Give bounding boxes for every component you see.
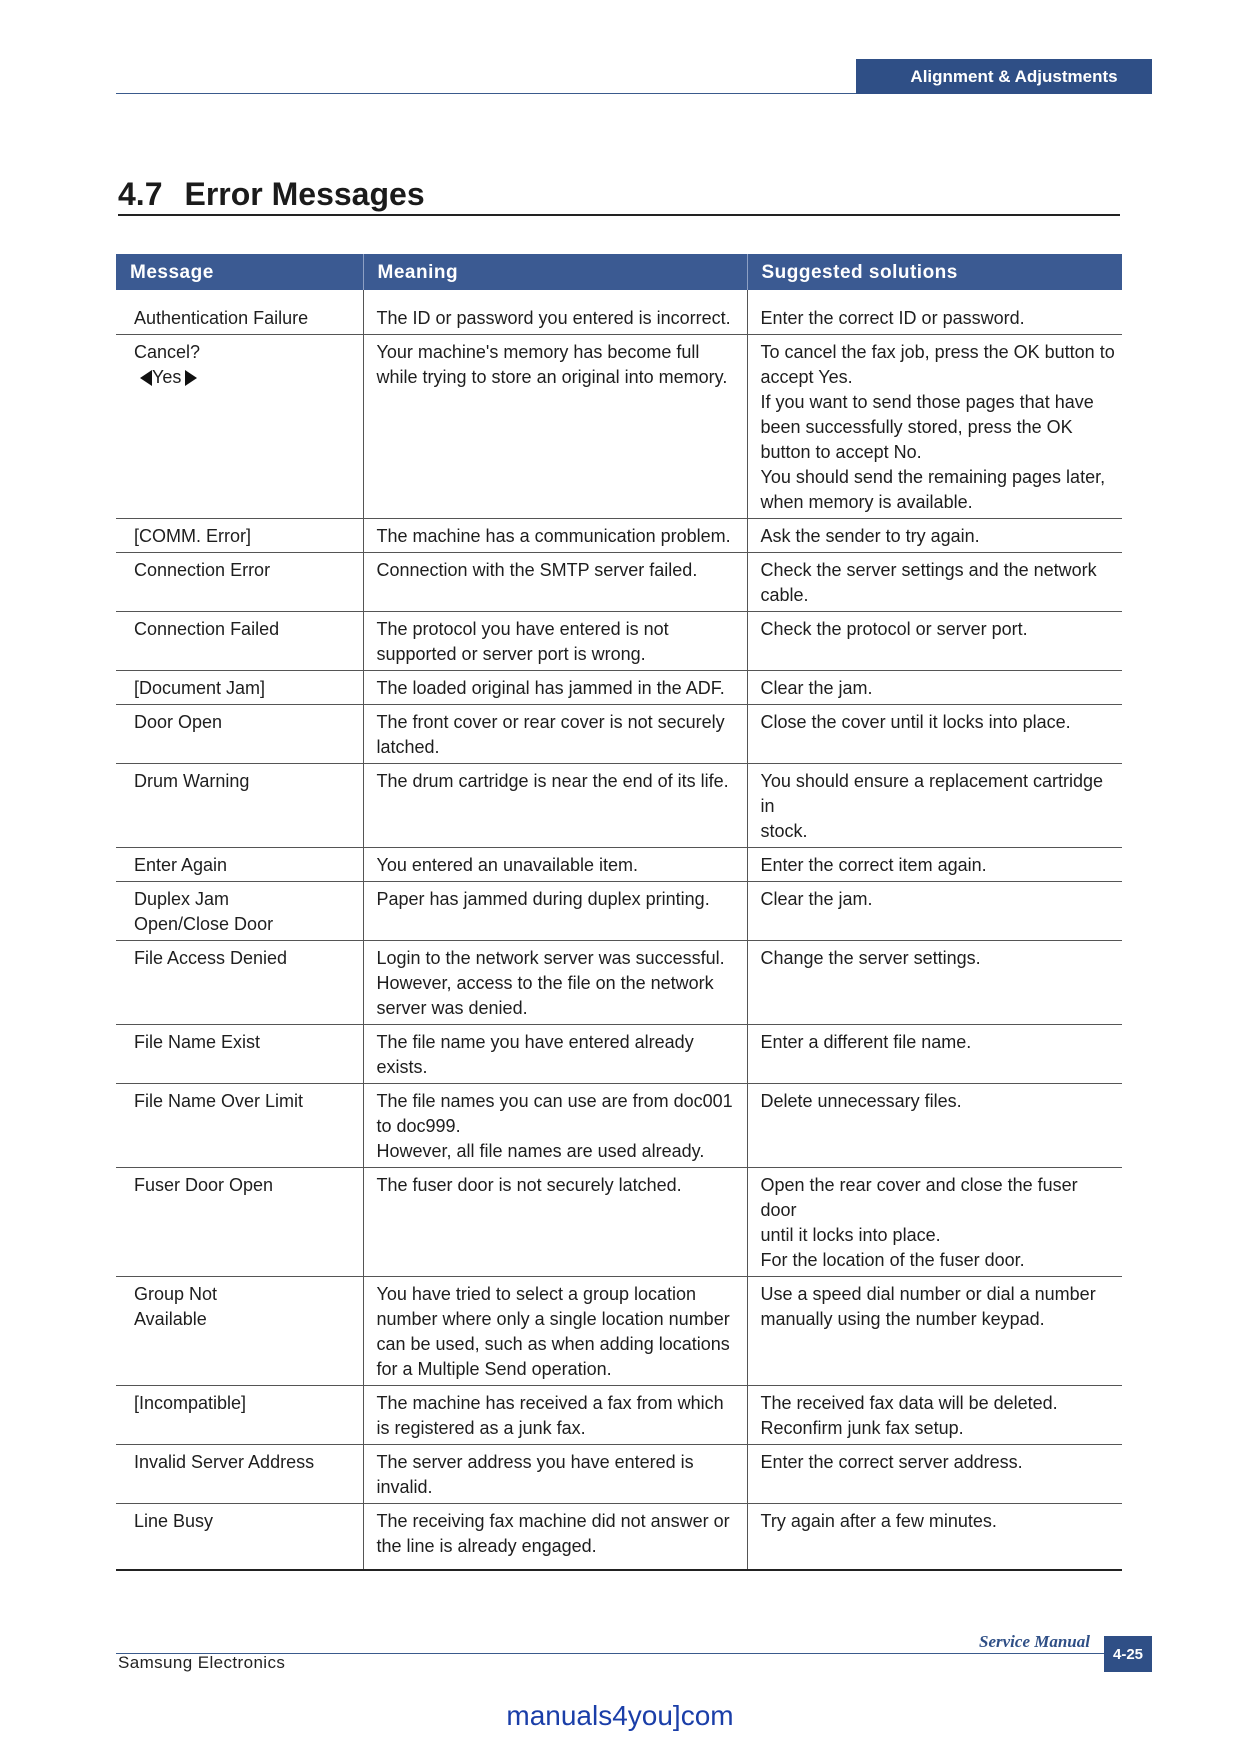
solution-cell: Enter a different file name. xyxy=(747,1025,1122,1084)
table-row xyxy=(116,519,1122,553)
meaning-cell: The receiving fax machine did not answer or the line is already engaged. xyxy=(363,1504,747,1571)
message-text: Invalid Server Address xyxy=(134,1452,315,1472)
solution-cell: You should ensure a replacement cartridge in stock. xyxy=(747,764,1122,848)
meaning-cell: The fuser door is not securely latched. xyxy=(363,1168,747,1277)
meaning-cell: The front cover or rear cover is not securely latched. xyxy=(363,705,747,764)
message-text: Door Open xyxy=(134,712,223,732)
error-messages-table xyxy=(116,254,1122,1571)
message-cell xyxy=(116,705,363,764)
message-cell xyxy=(116,335,363,519)
solution-cell: Close the cover until it locks into place. xyxy=(747,705,1122,764)
meaning-cell: Login to the network server was successful. However, access to the file on the network server was denied. xyxy=(363,941,747,1025)
column-header-message: Message xyxy=(116,254,363,290)
meaning-cell: The file name you have entered already exists. xyxy=(363,1025,747,1084)
title-rule xyxy=(118,214,1120,216)
message-text: Duplex Jam Open/Close Door xyxy=(134,889,274,934)
message-text: Authentication Failure xyxy=(134,308,309,328)
message-cell xyxy=(116,882,363,941)
message-text: File Access Denied xyxy=(134,948,288,968)
solution-cell: Use a speed dial number or dial a number manually using the number keypad. xyxy=(747,1277,1122,1386)
solution-cell: Enter the correct ID or password. xyxy=(747,290,1122,335)
message-cell xyxy=(116,941,363,1025)
message-cell xyxy=(116,612,363,671)
solution-cell: Try again after a few minutes. xyxy=(747,1504,1122,1571)
message-text: File Name Exist xyxy=(134,1032,261,1052)
footer-manual-label: Service Manual xyxy=(979,1632,1090,1651)
section-title: Error Messages xyxy=(184,176,425,212)
message-cell xyxy=(116,553,363,612)
message-cell xyxy=(116,1025,363,1084)
solution-cell: Change the server settings. xyxy=(747,941,1122,1025)
table-row xyxy=(116,335,1122,519)
solution-cell: Clear the jam. xyxy=(747,882,1122,941)
message-text: [Document Jam] xyxy=(134,678,266,698)
watermark-link[interactable]: manuals4you]com xyxy=(506,1700,734,1731)
column-header-solutions: Suggested solutions xyxy=(747,254,1122,290)
solution-cell: Ask the sender to try again. xyxy=(747,519,1122,553)
message-cell xyxy=(116,1168,363,1277)
table-row xyxy=(116,764,1122,848)
solution-cell: Delete unnecessary files. xyxy=(747,1084,1122,1168)
message-cell xyxy=(116,848,363,882)
solution-cell: Check the protocol or server port. xyxy=(747,612,1122,671)
solution-cell: Open the rear cover and close the fuser door until it locks into place. For the location of the fuser door. xyxy=(747,1168,1122,1277)
meaning-cell: You have tried to select a group location number where only a single location number can be used, such as when adding locations for a Multiple Send operation. xyxy=(363,1277,747,1386)
solution-cell: Clear the jam. xyxy=(747,671,1122,705)
meaning-cell: Connection with the SMTP server failed. xyxy=(363,553,747,612)
table-row xyxy=(116,1504,1122,1571)
message-cell xyxy=(116,1277,363,1386)
table-row xyxy=(116,1025,1122,1084)
table-row xyxy=(116,1386,1122,1445)
message-text: Fuser Door Open xyxy=(134,1175,274,1195)
meaning-cell: The loaded original has jammed in the ADF. xyxy=(363,671,747,705)
section-tab: Alignment & Adjustments xyxy=(856,59,1152,94)
solution-cell: The received fax data will be deleted. Reconfirm junk fax setup. xyxy=(747,1386,1122,1445)
solution-cell: Check the server settings and the network cable. xyxy=(747,553,1122,612)
meaning-cell: The ID or password you entered is incorrect. xyxy=(363,290,747,335)
meaning-cell: Paper has jammed during duplex printing. xyxy=(363,882,747,941)
message-text: Group Not Available xyxy=(134,1284,218,1329)
message-text: File Name Over Limit xyxy=(134,1091,304,1111)
message-text: [Incompatible] xyxy=(134,1393,247,1413)
table-row xyxy=(116,848,1122,882)
message-text: Drum Warning xyxy=(134,771,250,791)
message-cell xyxy=(116,671,363,705)
solution-cell: To cancel the fax job, press the OK button to accept Yes. If you want to send those pages that have been successfully stored, press the OK button to accept No. You should send the remaining pages later, when memory is available. xyxy=(747,335,1122,519)
table-row xyxy=(116,882,1122,941)
column-header-meaning: Meaning xyxy=(363,254,747,290)
option-value: Yes xyxy=(152,367,182,387)
message-text: Connection Error xyxy=(134,560,271,580)
table-row xyxy=(116,1084,1122,1168)
message-cell xyxy=(116,1445,363,1504)
solution-cell: Enter the correct item again. xyxy=(747,848,1122,882)
meaning-cell: The file names you can use are from doc001 to doc999. However, all file names are used already. xyxy=(363,1084,747,1168)
table-row xyxy=(116,612,1122,671)
solution-cell: Enter the correct server address. xyxy=(747,1445,1122,1504)
message-text: [COMM. Error] xyxy=(134,526,251,546)
table-header-row xyxy=(116,254,1122,290)
left-arrow-icon xyxy=(140,370,152,386)
message-cell xyxy=(116,764,363,848)
message-text: Enter Again xyxy=(134,855,228,875)
meaning-cell: You entered an unavailable item. xyxy=(363,848,747,882)
message-text: Line Busy xyxy=(134,1511,214,1531)
table-row xyxy=(116,941,1122,1025)
page-title xyxy=(118,174,425,214)
meaning-cell: The server address you have entered is invalid. xyxy=(363,1445,747,1504)
message-cell xyxy=(116,1084,363,1168)
table-row xyxy=(116,1168,1122,1277)
section-number: 4.7 xyxy=(118,176,163,212)
table-row xyxy=(116,705,1122,764)
message-text: Cancel? xyxy=(134,342,201,362)
table-row xyxy=(116,290,1122,335)
meaning-cell: The drum cartridge is near the end of its life. xyxy=(363,764,747,848)
meaning-cell: Your machine's memory has become full while trying to store an original into memory. xyxy=(363,335,747,519)
option-selector xyxy=(140,365,197,390)
table-row xyxy=(116,671,1122,705)
right-arrow-icon xyxy=(185,370,197,386)
message-text: Connection Failed xyxy=(134,619,280,639)
table-row xyxy=(116,1445,1122,1504)
page-number-badge: 4-25 xyxy=(1104,1636,1152,1672)
meaning-cell: The protocol you have entered is not supported or server port is wrong. xyxy=(363,612,747,671)
message-cell xyxy=(116,1386,363,1445)
message-cell xyxy=(116,1504,363,1571)
meaning-cell: The machine has a communication problem. xyxy=(363,519,747,553)
message-cell xyxy=(116,519,363,553)
table-row xyxy=(116,1277,1122,1386)
table-row xyxy=(116,553,1122,612)
footer-company: Samsung Electronics xyxy=(118,1653,286,1672)
message-cell xyxy=(116,290,363,335)
meaning-cell: The machine has received a fax from which is registered as a junk fax. xyxy=(363,1386,747,1445)
